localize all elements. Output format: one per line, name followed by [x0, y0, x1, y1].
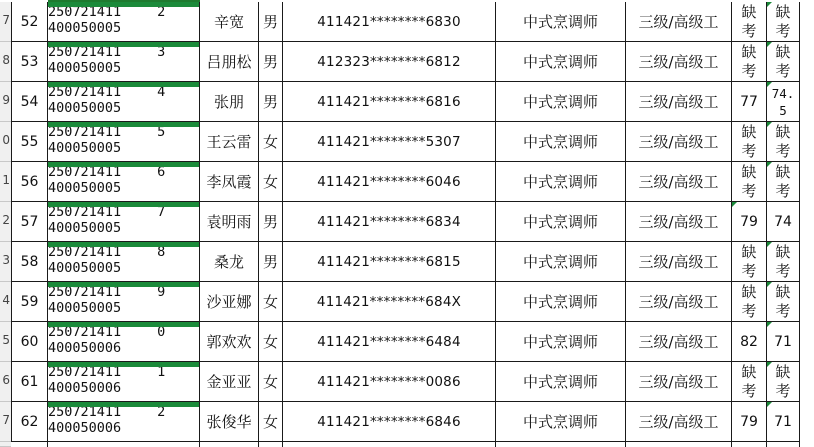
cell-s2[interactable]	[767, 82, 800, 122]
text-number-marker	[48, 202, 200, 207]
cell-idx[interactable]	[11, 402, 48, 442]
cell-text: 缺考	[741, 242, 757, 280]
cell-text: 缺考	[775, 362, 791, 400]
cell-s1[interactable]	[732, 122, 767, 162]
text-number-marker	[767, 42, 772, 47]
cell-id[interactable]	[283, 362, 496, 402]
cell-text: 缺考	[775, 42, 791, 80]
cell-text: 缺考	[775, 242, 791, 280]
cell-id[interactable]	[283, 442, 496, 447]
cell-text: 411421********5307	[317, 133, 461, 150]
row-header[interactable]	[0, 282, 11, 322]
cell-text: 411421********6834	[317, 213, 461, 230]
row-header-label: 0	[2, 133, 10, 147]
cell-text: 中式烹调师	[522, 293, 598, 311]
cell-sex[interactable]	[259, 202, 283, 242]
cell-text: 缺考	[741, 122, 757, 160]
cell-text: 女	[262, 413, 278, 431]
cell-sex[interactable]	[259, 442, 283, 447]
cell-s1[interactable]	[732, 202, 767, 242]
cell-text: 412323********6812	[317, 53, 461, 70]
ticket-number: 250721411400050005	[48, 84, 122, 116]
text-number-marker	[48, 242, 200, 247]
cell-ticket[interactable]	[48, 42, 200, 82]
cell-idx[interactable]	[11, 162, 48, 202]
cell-text: 53	[20, 53, 39, 70]
cell-s2[interactable]	[767, 442, 800, 447]
cell-text: 女	[262, 333, 278, 351]
cell-text: 74.5	[771, 85, 795, 118]
cell-text: 辛宽	[213, 13, 244, 31]
cell-text: 三级/高级工	[638, 213, 719, 231]
cell-text: 中式烹调师	[522, 213, 598, 231]
cell-id[interactable]	[283, 402, 496, 442]
cell-sex[interactable]	[259, 162, 283, 202]
cell-text: 沙亚娜	[206, 293, 252, 311]
row-header[interactable]	[0, 242, 11, 282]
cell-text: 411421********684X	[316, 293, 462, 310]
cell-text: 411421********6816	[317, 93, 461, 110]
cell-s2[interactable]	[767, 322, 800, 362]
cell-text: 411421********6484	[317, 333, 461, 350]
cell-text: 女	[262, 173, 278, 191]
ticket-number-suffix: 7	[157, 204, 166, 220]
row-header-label: 7	[2, 413, 10, 427]
cell-name[interactable]	[200, 322, 259, 362]
cell-level[interactable]	[626, 442, 732, 447]
cell-s2[interactable]	[767, 282, 800, 322]
cell-s2[interactable]	[767, 242, 800, 282]
row-header-label: 8	[2, 53, 10, 67]
cell-text: 411421********6046	[317, 173, 461, 190]
cell-sex[interactable]	[259, 122, 283, 162]
text-number-marker	[48, 82, 200, 87]
ticket-number: 250721411400050005	[48, 44, 122, 76]
cell-text: 55	[20, 133, 39, 150]
cell-text: 58	[20, 253, 39, 270]
cell-text: 中式烹调师	[522, 13, 598, 31]
cell-text: 中式烹调师	[522, 413, 598, 431]
cell-idx[interactable]	[11, 442, 48, 447]
cell-text: 男	[262, 53, 278, 71]
cell-level[interactable]	[626, 202, 732, 242]
text-number-marker	[48, 42, 200, 47]
cell-text: 三级/高级工	[638, 173, 719, 191]
cell-text: 三级/高级工	[638, 253, 719, 271]
cell-sex[interactable]	[259, 2, 283, 42]
cell-level[interactable]	[626, 42, 732, 82]
row-header[interactable]	[0, 2, 11, 42]
cell-text: 李凤霞	[206, 173, 252, 191]
cell-name[interactable]	[200, 362, 259, 402]
text-number-marker	[48, 362, 200, 367]
cell-idx[interactable]	[11, 282, 48, 322]
text-number-marker	[48, 2, 200, 7]
text-number-marker	[767, 242, 772, 247]
row-header[interactable]	[0, 362, 11, 402]
cell-text: 缺考	[741, 42, 757, 80]
cell-s1[interactable]	[732, 82, 767, 122]
cell-text: 411421********6830	[317, 13, 461, 30]
cell-ticket[interactable]	[48, 82, 200, 122]
cell-text: 77	[740, 93, 758, 110]
text-number-marker	[767, 282, 772, 287]
cell-text: 三级/高级工	[638, 413, 719, 431]
ticket-number-suffix: 9	[157, 284, 166, 300]
cell-text: 男	[262, 13, 278, 31]
cell-level[interactable]	[626, 82, 732, 122]
cell-text: 56	[20, 173, 39, 190]
cell-text: 张朋	[213, 93, 244, 111]
cell-idx[interactable]	[11, 82, 48, 122]
row-header[interactable]	[0, 202, 11, 242]
cell-text: 71	[774, 413, 792, 430]
cell-text: 59	[20, 293, 39, 310]
cell-s1[interactable]	[732, 282, 767, 322]
cell-ticket[interactable]	[48, 122, 200, 162]
cell-text: 王云雷	[206, 133, 252, 151]
cell-text: 女	[262, 293, 278, 311]
cell-job[interactable]	[496, 202, 626, 242]
cell-text: 79	[740, 213, 758, 230]
cell-text: 54	[20, 93, 39, 110]
cell-text: 82	[740, 333, 758, 350]
cell-job[interactable]	[496, 122, 626, 162]
cell-s1[interactable]	[732, 2, 767, 42]
cell-level[interactable]	[626, 362, 732, 402]
cell-name[interactable]	[200, 402, 259, 442]
cell-s2[interactable]	[767, 362, 800, 402]
ticket-number: 250721411400050005	[48, 204, 122, 236]
cell-id[interactable]	[283, 242, 496, 282]
cell-job[interactable]	[496, 2, 626, 42]
cell-text: 411421********0086	[317, 373, 461, 390]
cell-text: 吕朋松	[206, 53, 252, 71]
cell-job[interactable]	[496, 442, 626, 447]
cell-ticket[interactable]	[48, 162, 200, 202]
cell-text: 411421********6846	[317, 413, 461, 430]
cell-name[interactable]	[200, 2, 259, 42]
cell-s1[interactable]	[732, 442, 767, 447]
cell-text: 缺考	[775, 282, 791, 320]
cell-id[interactable]	[283, 122, 496, 162]
cell-id[interactable]	[283, 82, 496, 122]
cell-name[interactable]	[200, 202, 259, 242]
ticket-number-suffix: 5	[157, 124, 166, 140]
cell-level[interactable]	[626, 162, 732, 202]
row-header[interactable]	[0, 442, 11, 447]
cell-name[interactable]	[200, 162, 259, 202]
cell-idx[interactable]	[11, 242, 48, 282]
text-number-marker	[767, 322, 772, 327]
cell-name[interactable]	[200, 282, 259, 322]
cell-text: 张俊华	[206, 413, 252, 431]
row-header-label: 6	[2, 373, 10, 387]
ticket-number: 250721411400050006	[48, 364, 122, 396]
cell-s1[interactable]	[732, 162, 767, 202]
cell-job[interactable]	[496, 322, 626, 362]
cell-level[interactable]	[626, 122, 732, 162]
cell-text: 中式烹调师	[522, 93, 598, 111]
row-header-label: 4	[2, 293, 10, 307]
row-header-label: 9	[2, 93, 10, 107]
cell-s2[interactable]	[767, 402, 800, 442]
cell-sex[interactable]	[259, 242, 283, 282]
cell-sex[interactable]	[259, 282, 283, 322]
cell-text: 三级/高级工	[638, 93, 719, 111]
row-header[interactable]	[0, 42, 11, 82]
cell-id[interactable]	[283, 42, 496, 82]
cell-text: 74	[774, 213, 792, 230]
row-header[interactable]	[0, 162, 11, 202]
cell-s1[interactable]	[732, 322, 767, 362]
ticket-number-suffix: 2	[157, 4, 166, 20]
ticket-number: 250721411400050005	[48, 244, 122, 276]
cell-text: 缺考	[775, 162, 791, 200]
cell-idx[interactable]	[11, 322, 48, 362]
cell-level[interactable]	[626, 322, 732, 362]
text-number-marker	[767, 362, 772, 367]
cell-sex[interactable]	[259, 322, 283, 362]
cell-text: 女	[262, 133, 278, 151]
cell-text: 男	[262, 253, 278, 271]
cell-job[interactable]	[496, 402, 626, 442]
cell-text: 缺考	[775, 122, 791, 160]
cell-ticket[interactable]	[48, 322, 200, 362]
cell-name[interactable]	[200, 82, 259, 122]
ticket-number: 250721411400050005	[48, 284, 122, 316]
row-header-label: 2	[2, 213, 10, 227]
text-number-marker	[48, 282, 200, 287]
row-header-label: 1	[2, 173, 10, 187]
text-number-marker	[48, 322, 200, 327]
cell-ticket[interactable]	[48, 202, 200, 242]
cell-s2[interactable]	[767, 122, 800, 162]
ticket-number: 250721411400050006	[48, 404, 122, 436]
cell-text: 57	[20, 213, 39, 230]
cell-text: 三级/高级工	[638, 293, 719, 311]
cell-job[interactable]	[496, 162, 626, 202]
cell-text: 三级/高级工	[638, 133, 719, 151]
cell-ticket[interactable]	[48, 2, 200, 42]
cell-text: 79	[740, 413, 758, 430]
cell-id[interactable]	[283, 2, 496, 42]
text-number-marker	[48, 162, 200, 167]
cell-text: 60	[20, 333, 39, 350]
text-number-marker	[767, 82, 772, 87]
ticket-number: 250721411400050005	[48, 4, 122, 36]
cell-s1[interactable]	[732, 402, 767, 442]
cell-job[interactable]	[496, 82, 626, 122]
cell-text: 61	[20, 373, 39, 390]
cell-idx[interactable]	[11, 2, 48, 42]
cell-text: 男	[262, 93, 278, 111]
cell-ticket[interactable]	[48, 402, 200, 442]
cell-job[interactable]	[496, 362, 626, 402]
cell-id[interactable]	[283, 162, 496, 202]
cell-text: 中式烹调师	[522, 333, 598, 351]
cell-text: 三级/高级工	[638, 373, 719, 391]
ticket-number-suffix: 6	[157, 164, 166, 180]
cell-level[interactable]	[626, 2, 732, 42]
cell-text: 金亚亚	[206, 373, 252, 391]
ticket-number-suffix: 1	[157, 364, 166, 380]
cell-text: 71	[774, 333, 792, 350]
cell-s1[interactable]	[732, 242, 767, 282]
ticket-number-suffix: 4	[157, 84, 166, 100]
row-header[interactable]	[0, 322, 11, 362]
cell-s1[interactable]	[732, 362, 767, 402]
cell-text: 三级/高级工	[638, 53, 719, 71]
cell-text: 女	[262, 373, 278, 391]
cell-job[interactable]	[496, 282, 626, 322]
cell-text: 男	[262, 213, 278, 231]
cell-text: 62	[20, 413, 39, 430]
cell-idx[interactable]	[11, 42, 48, 82]
cell-text: 缺考	[775, 2, 791, 40]
cell-name[interactable]	[200, 242, 259, 282]
cell-text: 缺考	[741, 362, 757, 400]
cell-idx[interactable]	[11, 202, 48, 242]
ticket-number-suffix: 2	[157, 404, 166, 420]
cell-ticket[interactable]	[48, 362, 200, 402]
cell-sex[interactable]	[259, 402, 283, 442]
cell-text: 中式烹调师	[522, 373, 598, 391]
ticket-number-suffix: 0	[157, 324, 166, 340]
cell-id[interactable]	[283, 202, 496, 242]
cell-text: 52	[20, 13, 39, 30]
row-header[interactable]	[0, 122, 11, 162]
cell-ticket[interactable]	[48, 442, 200, 447]
text-number-marker	[767, 122, 772, 127]
cell-level[interactable]	[626, 402, 732, 442]
row-header-label: 5	[2, 333, 10, 347]
cell-name[interactable]	[200, 122, 259, 162]
row-header-label: 3	[2, 253, 10, 267]
cell-idx[interactable]	[11, 122, 48, 162]
cell-text: 桑龙	[213, 253, 244, 271]
cell-s1[interactable]	[732, 42, 767, 82]
cell-ticket[interactable]	[48, 282, 200, 322]
cell-text: 中式烹调师	[522, 253, 598, 271]
cell-s2[interactable]	[767, 162, 800, 202]
row-header-label: 7	[2, 13, 10, 27]
ticket-number-suffix: 8	[157, 244, 166, 260]
cell-text: 411421********6815	[317, 253, 461, 270]
cell-job[interactable]	[496, 242, 626, 282]
row-header[interactable]	[0, 402, 11, 442]
text-number-marker	[48, 122, 200, 127]
cell-name[interactable]	[200, 42, 259, 82]
cell-text: 中式烹调师	[522, 53, 598, 71]
cell-level[interactable]	[626, 242, 732, 282]
cell-s2[interactable]	[767, 202, 800, 242]
text-number-marker	[767, 2, 772, 7]
cell-sex[interactable]	[259, 42, 283, 82]
row-header[interactable]	[0, 82, 11, 122]
cell-id[interactable]	[283, 282, 496, 322]
cell-text: 缺考	[741, 2, 757, 40]
ticket-number: 250721411400050006	[48, 324, 122, 356]
text-number-marker	[732, 202, 737, 207]
text-number-marker	[48, 402, 200, 407]
text-number-marker	[767, 162, 772, 167]
cell-text: 三级/高级工	[638, 333, 719, 351]
cell-ticket[interactable]	[48, 242, 200, 282]
cell-text: 袁明雨	[206, 213, 252, 231]
cell-job[interactable]	[496, 42, 626, 82]
cell-idx[interactable]	[11, 362, 48, 402]
ticket-number: 250721411400050005	[48, 124, 122, 156]
cell-sex[interactable]	[259, 82, 283, 122]
text-number-marker	[767, 402, 772, 407]
cell-level[interactable]	[626, 282, 732, 322]
cell-text: 中式烹调师	[522, 133, 598, 151]
ticket-number: 250721411400050005	[48, 164, 122, 196]
cell-name[interactable]	[200, 442, 259, 447]
cell-text: 缺考	[741, 282, 757, 320]
cell-text: 三级/高级工	[638, 13, 719, 31]
cell-text: 郭欢欢	[206, 333, 252, 351]
cell-text: 缺考	[741, 162, 757, 200]
cell-text: 中式烹调师	[522, 173, 598, 191]
ticket-number-suffix: 3	[157, 44, 166, 60]
cell-s2[interactable]	[767, 42, 800, 82]
cell-sex[interactable]	[259, 362, 283, 402]
cell-s2[interactable]	[767, 2, 800, 42]
cell-id[interactable]	[283, 322, 496, 362]
